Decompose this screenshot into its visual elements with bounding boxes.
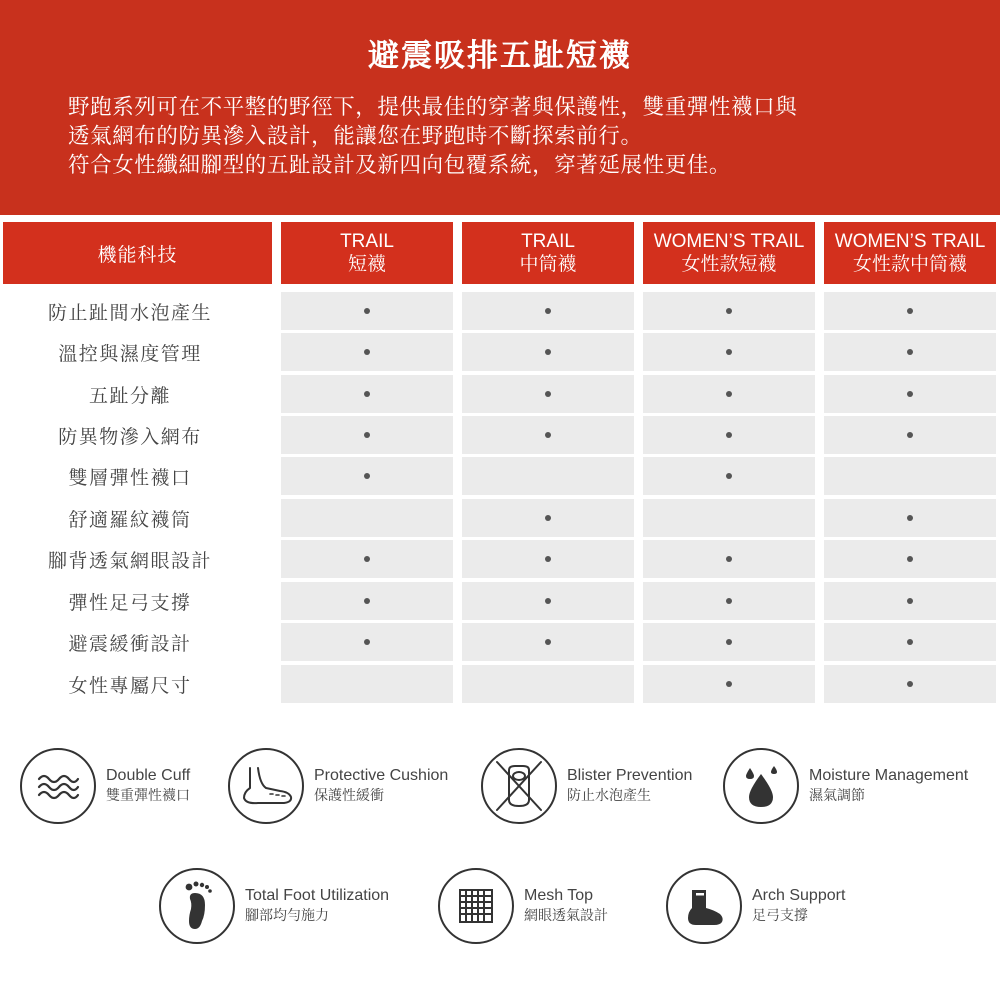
legend-title-en: Mesh Top [524,887,594,904]
table-cell [824,540,996,578]
availability-dot [726,473,732,479]
legend-title-zh: 足弓支撐 [752,908,808,924]
table-cell [281,333,453,371]
table-row [0,292,1000,330]
legend-double-cuff [20,748,190,824]
table-cell [281,416,453,454]
table-cell [281,499,453,537]
table-cell [643,665,815,703]
availability-dot [364,308,370,314]
table-cell [824,623,996,661]
table-row [0,582,1000,620]
table-cell [824,416,996,454]
column-title-en: WOMEN’S TRAIL [834,231,986,252]
table-row [0,499,1000,537]
availability-dot [364,432,370,438]
table-cell [824,665,996,703]
table-cell [281,292,453,330]
legend-title-zh: 防止水泡產生 [567,788,651,804]
foot-cushion-icon [228,748,304,824]
column-title-en: TRAIL [340,231,394,252]
table-cell [462,582,634,620]
feature-label: 女性專屬尺寸 [68,674,192,697]
feature-label: 防止趾間水泡產生 [47,301,212,324]
table-row [0,333,1000,371]
column-header-trail-short [281,222,453,284]
table-cell [643,540,815,578]
table-cell [281,375,453,413]
table-cell [462,665,634,703]
feature-label: 雙層彈性襪口 [68,466,192,489]
availability-dot [726,598,732,604]
availability-dot [545,308,551,314]
table-row [0,375,1000,413]
feature-header: 機能科技 [3,222,272,284]
availability-dot [907,432,913,438]
footprint-icon [159,868,235,944]
table-cell [462,333,634,371]
availability-dot [907,349,913,355]
table-cell [824,375,996,413]
table-cell [643,375,815,413]
table-cell [643,416,815,454]
table-cell [462,292,634,330]
availability-dot [907,308,913,314]
table-cell [824,582,996,620]
table-cell [643,292,815,330]
table-cell [281,540,453,578]
availability-dot [726,556,732,562]
feature-label: 腳背透氣網眼設計 [47,549,212,572]
legend-title-zh: 網眼透氣設計 [524,908,608,924]
table-header [0,220,1000,286]
availability-dot [907,598,913,604]
table-cell [281,457,453,495]
availability-dot [907,681,913,687]
table-cell [281,665,453,703]
availability-dot [545,598,551,604]
table-cell [824,333,996,371]
header-banner [0,0,1000,215]
legend-mesh-top [438,868,608,944]
table-cell [824,457,996,495]
table-cell [824,292,996,330]
table-row [0,623,1000,661]
table-cell [462,499,634,537]
availability-dot [726,432,732,438]
feature-label: 五趾分離 [88,384,171,407]
table-row [0,416,1000,454]
column-header-womens-short [643,222,815,284]
wave-icon [20,748,96,824]
availability-dot [726,681,732,687]
availability-dot [726,308,732,314]
column-header-trail-mid [462,222,634,284]
table-cell [462,416,634,454]
availability-dot [545,639,551,645]
availability-dot [726,391,732,397]
availability-dot [364,639,370,645]
legend-title-en: Arch Support [752,887,846,904]
table-cell [281,582,453,620]
table-row [0,540,1000,578]
availability-dot [907,515,913,521]
availability-dot [545,432,551,438]
droplet-icon [723,748,799,824]
availability-dot [364,556,370,562]
table-cell [462,623,634,661]
table-cell [281,623,453,661]
legend-moisture-management [723,748,968,824]
page-title: 避震吸排五趾短襪 [368,38,632,74]
availability-dot [726,349,732,355]
legend-total-foot-utilization [159,868,389,944]
availability-dot [545,515,551,521]
table-cell [643,623,815,661]
availability-dot [545,391,551,397]
column-title-zh: 女性款短襪 [681,253,777,275]
table-cell [462,375,634,413]
sock-icon [666,868,742,944]
legend-title-zh: 保護性緩衝 [314,788,384,804]
table-cell [462,540,634,578]
availability-dot [364,391,370,397]
column-title-en: WOMEN’S TRAIL [653,231,805,252]
legend-title-en: Protective Cushion [314,767,449,784]
table-cell [643,499,815,537]
legend-title-en: Double Cuff [106,767,191,784]
column-title-zh: 中筒襪 [519,253,577,275]
blister-icon [481,748,557,824]
availability-dot [364,349,370,355]
availability-dot [364,598,370,604]
column-title-zh: 短襪 [347,253,386,275]
column-header-womens-mid [824,222,996,284]
feature-label: 防異物滲入網布 [58,425,202,448]
availability-dot [545,556,551,562]
description-line: 透氣網布的防異滲入設計，能讓您在野跑時不斷探索前行。 [68,124,643,149]
table-cell [462,457,634,495]
mesh-icon [438,868,514,944]
feature-label: 避震緩衝設計 [68,632,192,655]
table-cell [824,499,996,537]
table-cell [643,457,815,495]
availability-dot [907,556,913,562]
table-row [0,457,1000,495]
legend-title-zh: 濕氣調節 [809,788,865,804]
availability-dot [364,473,370,479]
legend-title-zh: 腳部均勻施力 [245,908,329,924]
feature-label: 舒適羅紋襪筒 [68,508,192,531]
legend-title-en: Moisture Management [809,767,969,784]
column-title-zh: 女性款中筒襪 [852,253,967,275]
column-title-en: TRAIL [521,231,575,252]
legend-protective-cushion [228,748,448,824]
description-line: 野跑系列可在不平整的野徑下，提供最佳的穿著與保護性，雙重彈性襪口與 [68,95,798,120]
availability-dot [907,391,913,397]
availability-dot [545,349,551,355]
legend-blister-prevention [481,748,692,824]
legend-title-zh: 雙重彈性襪口 [106,788,190,804]
table-cell [643,582,815,620]
legend-title-en: Total Foot Utilization [245,887,390,904]
description [68,93,968,180]
table-cell [643,333,815,371]
availability-dot [907,639,913,645]
legend-arch-support [666,868,845,944]
availability-dot [726,639,732,645]
legend-title-en: Blister Prevention [567,767,693,784]
description-line: 符合女性纖細腳型的五趾設計及新四向包覆系統，穿著延展性更佳。 [68,153,732,178]
table-row [0,665,1000,703]
feature-label: 彈性足弓支撐 [68,591,192,614]
feature-label: 溫控與濕度管理 [58,342,202,365]
